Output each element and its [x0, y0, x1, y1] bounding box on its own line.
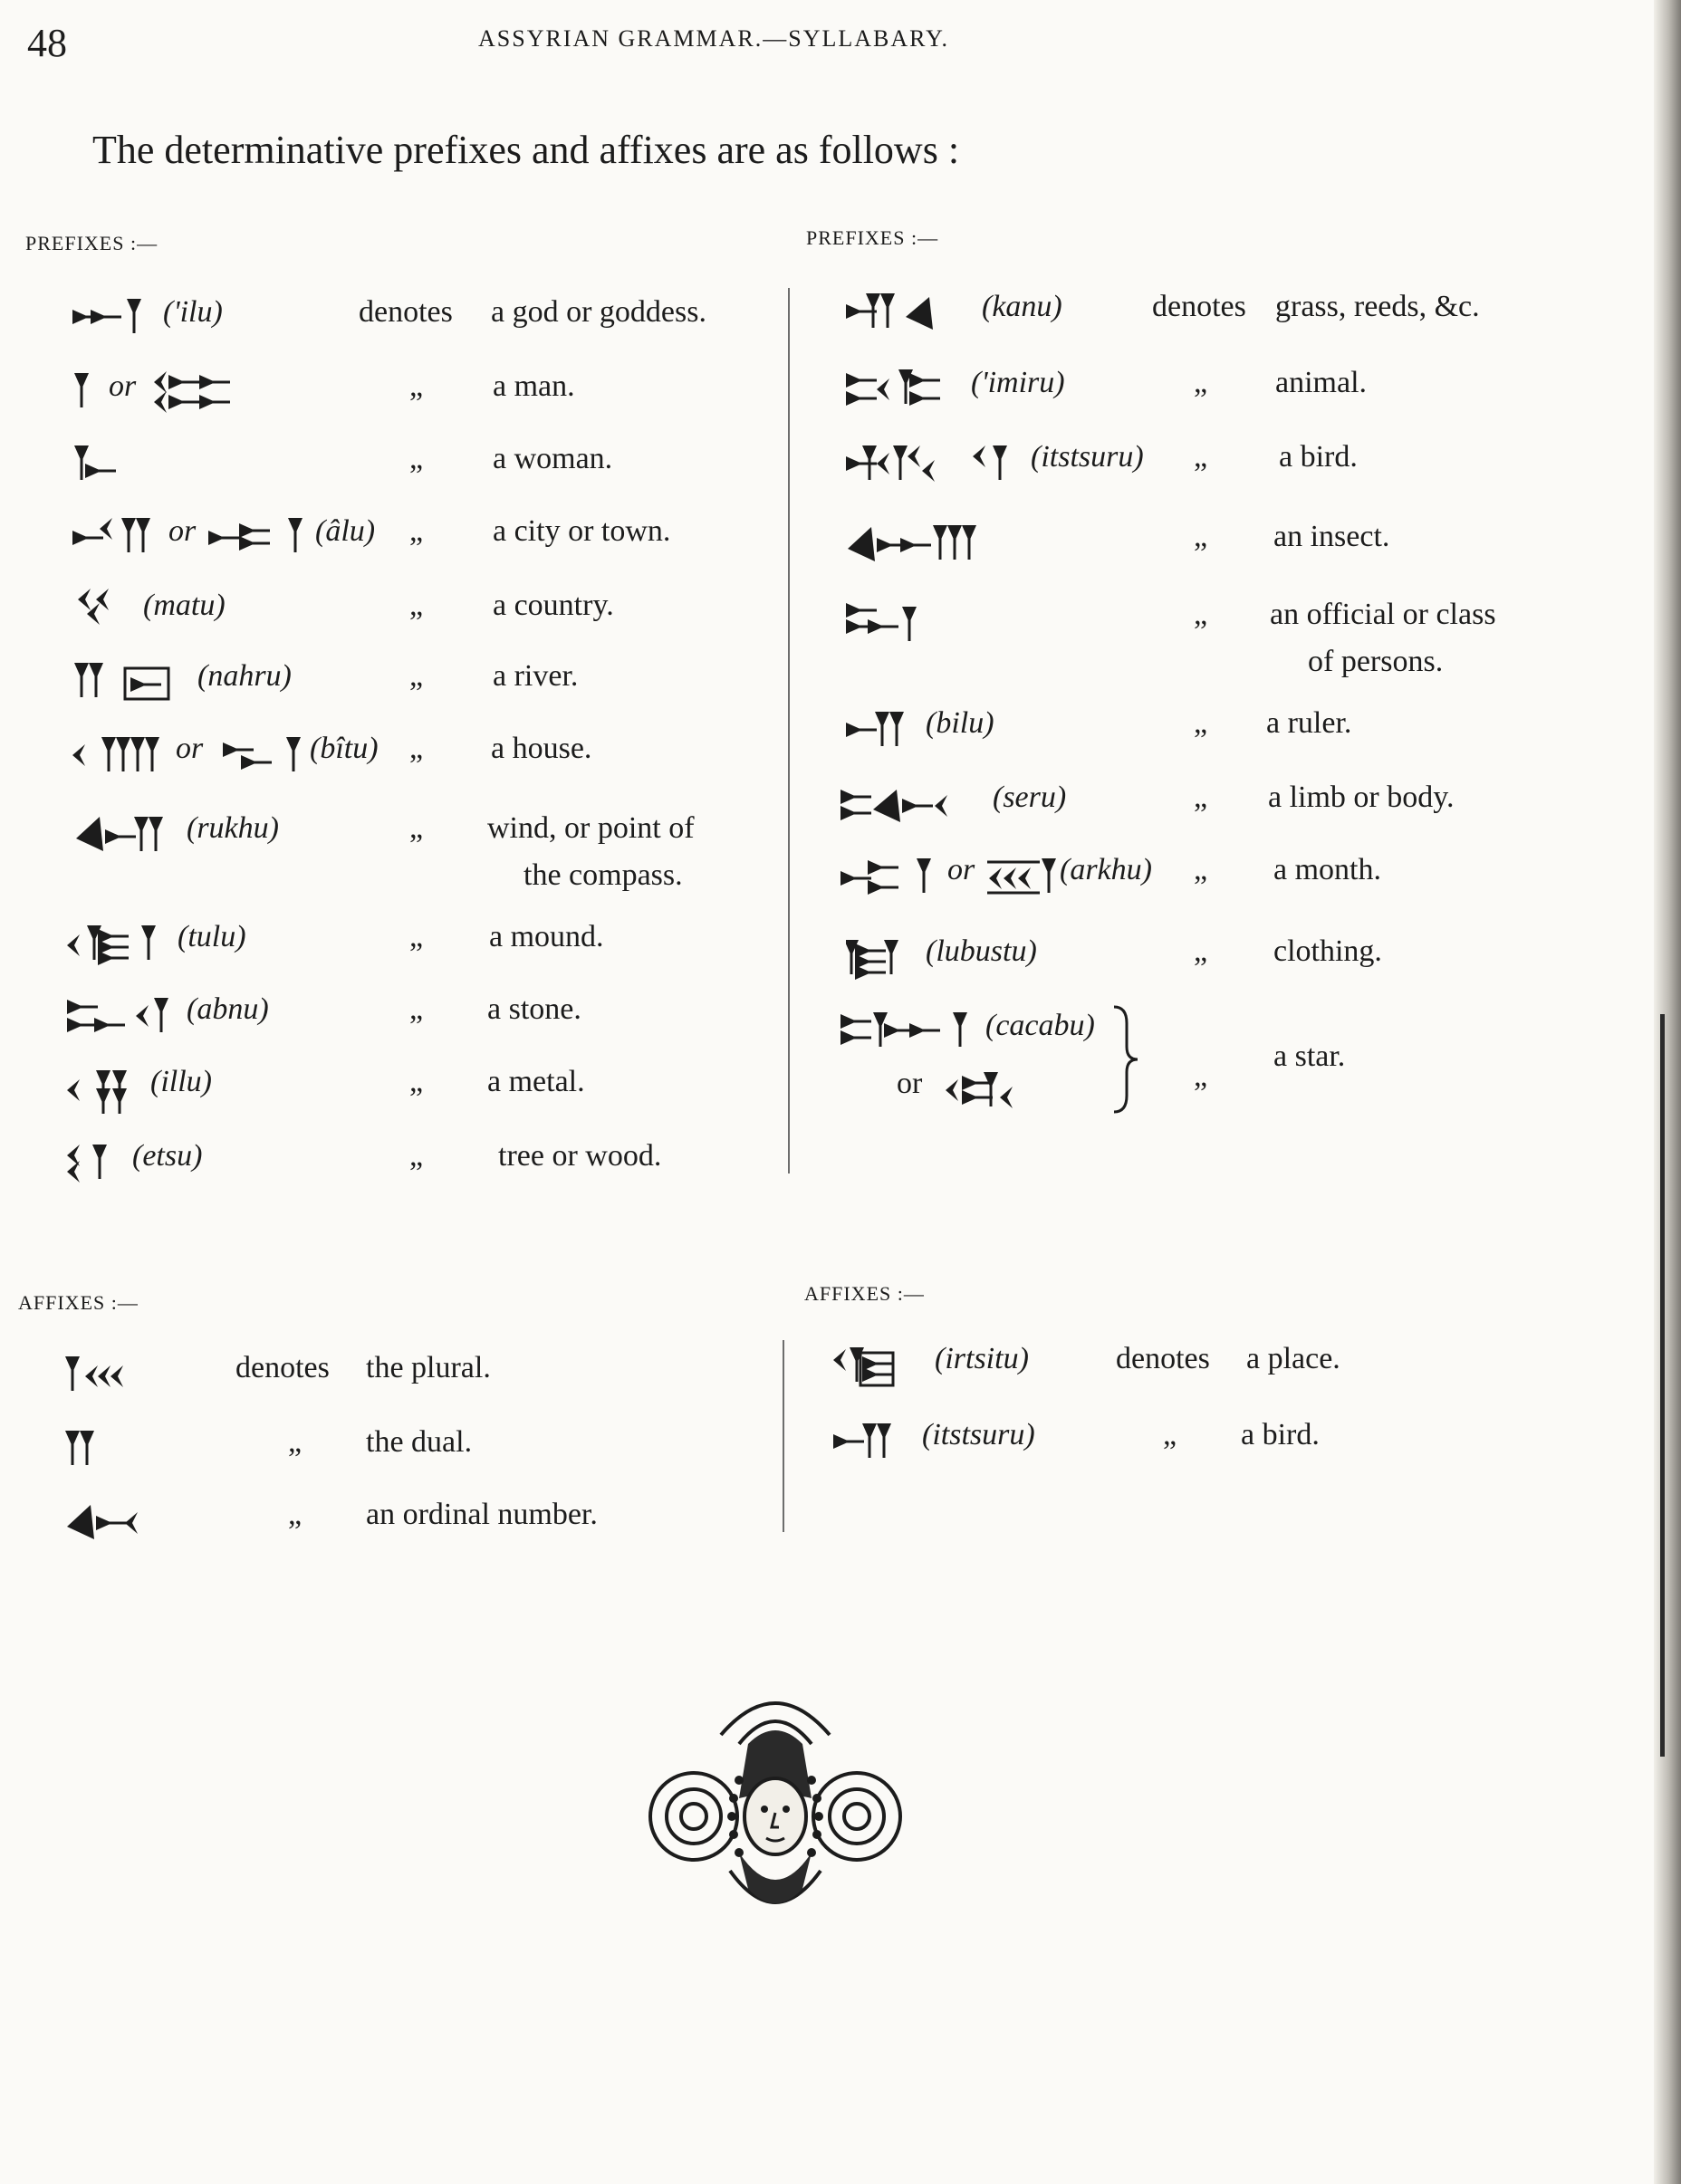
ornamental-mask-tailpiece-icon	[639, 1681, 911, 1934]
cuneiform-sign-icon	[72, 811, 172, 860]
connector: „	[1194, 706, 1208, 740]
cuneiform-sign-icon	[72, 732, 172, 781]
column-divider	[788, 288, 790, 1173]
connector: denotes	[359, 295, 453, 329]
connector: „	[288, 1498, 303, 1531]
section-heading-prefixes-left: PREFIXES :—	[25, 232, 158, 254]
connector: „	[409, 369, 424, 403]
cuneiform-sign-icon	[846, 440, 1027, 489]
meaning: the plural.	[366, 1351, 491, 1384]
meaning: a city or town.	[493, 514, 671, 548]
cuneiform-sign-icon	[72, 295, 145, 340]
connector: denotes	[1116, 1342, 1210, 1375]
cuneiform-sign-icon	[846, 366, 955, 415]
section-heading-affixes-right: AFFIXES :—	[804, 1282, 925, 1305]
meaning: grass, reeds, &c.	[1275, 290, 1480, 323]
book-spine-shadow	[1654, 0, 1681, 2184]
meaning-continuation: of persons.	[1308, 645, 1444, 678]
connector: „	[1194, 934, 1208, 968]
meaning: clothing.	[1273, 934, 1382, 968]
reading: (itstsuru)	[922, 1418, 1035, 1451]
meaning: a star.	[1273, 1039, 1346, 1073]
meaning: a country.	[493, 589, 614, 622]
cuneiform-sign-icon	[72, 589, 127, 625]
cuneiform-sign-icon	[72, 369, 91, 415]
meaning: an insect.	[1273, 520, 1390, 553]
connector: „	[409, 514, 424, 548]
connector: „	[409, 920, 424, 953]
meaning: wind, or point of	[487, 811, 695, 845]
connector: „	[1194, 440, 1208, 474]
connector: „	[1194, 598, 1208, 631]
cuneiform-sign-icon	[946, 1067, 1018, 1116]
connector: „	[409, 589, 424, 622]
meaning: a stone.	[487, 992, 581, 1026]
cuneiform-sign-icon	[72, 514, 154, 560]
connector: „	[409, 811, 424, 845]
meaning: a place.	[1246, 1342, 1340, 1375]
running-title: ASSYRIAN GRAMMAR.—SYLLABARY.	[478, 25, 950, 52]
reading: (matu)	[143, 589, 226, 622]
or-label: or	[176, 732, 204, 765]
intro-text: The determinative prefixes and affixes are as follows :	[92, 128, 960, 172]
meaning: an official or class	[1270, 598, 1496, 631]
section-heading-affixes-left: AFFIXES :—	[18, 1291, 139, 1314]
reading: (tulu)	[178, 920, 246, 953]
column-divider	[783, 1340, 784, 1532]
connector: „	[1194, 1059, 1208, 1093]
cuneiform-sign-icon	[985, 853, 1058, 902]
or-label: or	[897, 1067, 923, 1100]
connector: „	[409, 1139, 424, 1173]
or-label: or	[947, 853, 975, 886]
meaning: a bird.	[1279, 440, 1358, 474]
connector: „	[1194, 520, 1208, 553]
cuneiform-sign-icon	[833, 1342, 906, 1393]
cuneiform-sign-icon	[67, 920, 167, 971]
reading: (lubustu)	[926, 934, 1037, 968]
connector: „	[409, 732, 424, 765]
or-label: or	[168, 514, 197, 548]
cuneiform-sign-icon	[833, 1418, 906, 1467]
cuneiform-sign-icon	[840, 1009, 976, 1054]
reading: (bîtu)	[310, 732, 379, 765]
cuneiform-sign-icon	[840, 853, 940, 902]
meaning: a ruler.	[1266, 706, 1352, 740]
page-number: 48	[27, 21, 67, 65]
cuneiform-sign-icon	[65, 1498, 165, 1547]
cuneiform-sign-icon	[65, 1351, 138, 1400]
connector: „	[1163, 1418, 1177, 1451]
cuneiform-sign-icon	[846, 290, 955, 339]
reading: (rukhu)	[187, 811, 279, 845]
meaning: animal.	[1275, 366, 1368, 399]
connector: denotes	[1152, 290, 1246, 323]
connector: „	[288, 1425, 303, 1459]
cuneiform-sign-icon	[67, 992, 176, 1041]
connector: denotes	[235, 1351, 330, 1384]
connector: „	[409, 1065, 424, 1098]
connector: „	[409, 442, 424, 475]
meaning: the dual.	[366, 1425, 473, 1459]
meaning: a month.	[1273, 853, 1381, 886]
section-heading-prefixes-right: PREFIXES :—	[806, 226, 939, 249]
reading: ('ilu)	[163, 295, 223, 329]
connector: „	[409, 659, 424, 693]
meaning: an ordinal number.	[366, 1498, 598, 1531]
meaning: a metal.	[487, 1065, 585, 1098]
cuneiform-sign-icon	[846, 520, 991, 569]
cuneiform-sign-icon	[223, 732, 304, 781]
cuneiform-sign-icon	[846, 934, 900, 985]
meaning: a mound.	[489, 920, 604, 953]
reading: (kanu)	[982, 290, 1062, 323]
cuneiform-sign-icon	[208, 514, 308, 560]
meaning: a limb or body.	[1268, 781, 1455, 814]
reading: (abnu)	[187, 992, 269, 1026]
reading: (cacabu)	[985, 1009, 1095, 1042]
reading: (irtsitu)	[935, 1342, 1029, 1375]
reading: (etsu)	[132, 1139, 203, 1173]
meaning: a house.	[491, 732, 592, 765]
cuneiform-sign-icon	[840, 781, 985, 829]
cuneiform-sign-icon	[67, 1139, 121, 1188]
cuneiform-sign-icon	[72, 659, 181, 708]
cuneiform-sign-icon	[154, 369, 254, 415]
meaning: tree or wood.	[498, 1139, 662, 1173]
meaning-continuation: the compass.	[524, 858, 683, 892]
reading: ('imiru)	[971, 366, 1065, 399]
or-label: or	[109, 369, 137, 403]
connector: „	[1194, 853, 1208, 886]
cuneiform-sign-icon	[67, 1065, 139, 1114]
connector: „	[1194, 366, 1208, 399]
cuneiform-sign-icon	[846, 598, 927, 647]
book-spine-edge	[1660, 1014, 1665, 1757]
reading: (arkhu)	[1060, 853, 1152, 886]
reading: (âlu)	[315, 514, 376, 548]
cuneiform-sign-icon	[72, 442, 127, 496]
reading: (seru)	[993, 781, 1067, 814]
connector: „	[409, 992, 424, 1026]
reading: (nahru)	[197, 659, 292, 693]
reading: (itstsuru)	[1031, 440, 1144, 474]
meaning: a river.	[493, 659, 579, 693]
meaning: a god or goddess.	[491, 295, 706, 329]
connector: „	[1194, 781, 1208, 814]
reading: (illu)	[150, 1065, 212, 1098]
cuneiform-sign-icon	[846, 706, 918, 755]
reading: (bilu)	[926, 706, 994, 740]
meaning: a man.	[493, 369, 575, 403]
brace-icon	[1110, 1003, 1141, 1116]
meaning: a bird.	[1241, 1418, 1320, 1451]
cuneiform-sign-icon	[65, 1425, 101, 1474]
meaning: a woman.	[493, 442, 613, 475]
